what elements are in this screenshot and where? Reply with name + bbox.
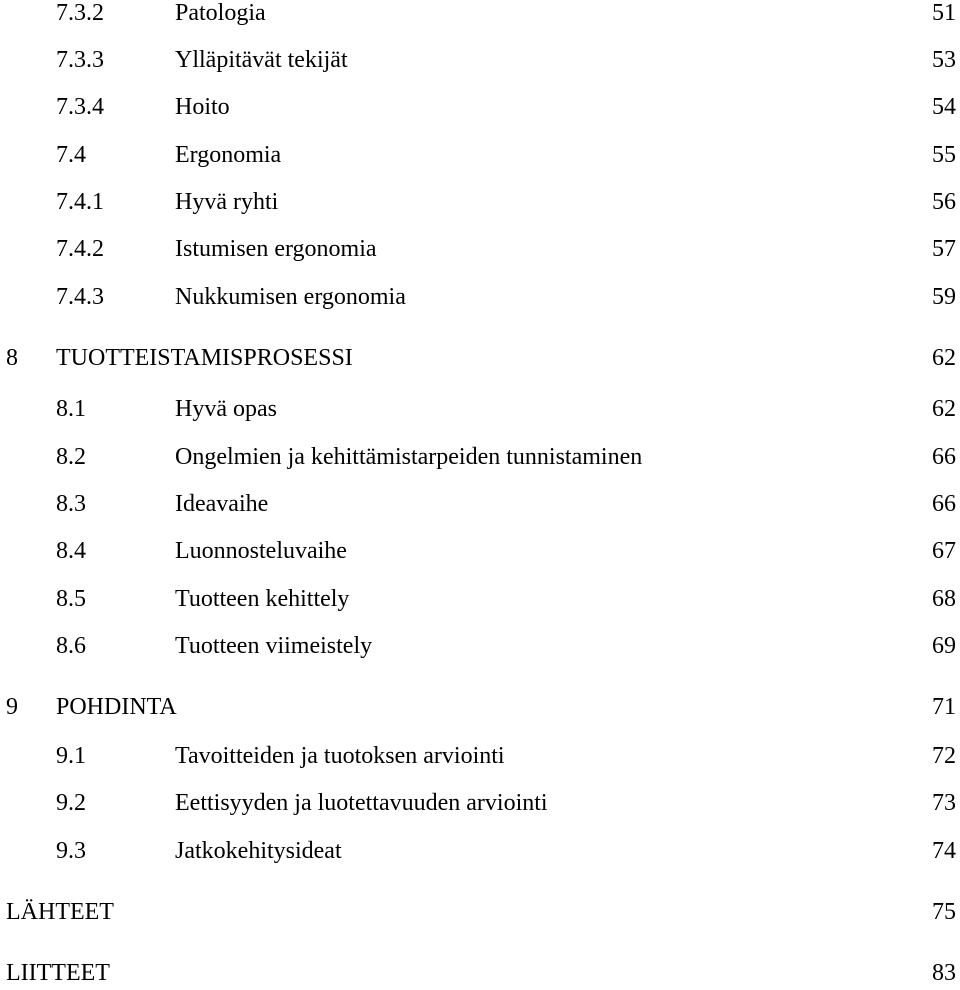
toc-entry[interactable]: [0, 582, 960, 616]
toc-entry-title: Patologia: [175, 0, 266, 26]
toc-entry-title: Luonnosteluvaihe: [175, 538, 347, 564]
toc-entry[interactable]: [0, 90, 960, 124]
toc-entry-number: 7.3.2: [56, 0, 104, 26]
toc-chapter-entry[interactable]: [0, 956, 960, 990]
toc-entry-title: Ergonomia: [175, 142, 282, 168]
toc-entry-number: 8.1: [56, 396, 86, 422]
toc-entry-title: LIITTEET: [6, 960, 110, 986]
toc-entry-number: 9.1: [56, 743, 86, 769]
toc-chapter-entry[interactable]: [0, 341, 960, 375]
toc-entry-page: 54: [932, 94, 956, 120]
toc-entry[interactable]: [0, 629, 960, 663]
toc-entry-page: 71: [932, 694, 956, 720]
toc-entry[interactable]: [0, 534, 960, 568]
toc-entry-page: 66: [932, 444, 956, 470]
toc-entry-number: 7.4.2: [56, 236, 104, 262]
toc-entry[interactable]: [0, 232, 960, 266]
toc-entry-number: 8.3: [56, 491, 86, 517]
toc-entry[interactable]: [0, 0, 960, 30]
toc-entry-page: 55: [932, 142, 956, 168]
toc-entry-number: 7.3.3: [56, 47, 104, 73]
toc-entry[interactable]: [0, 487, 960, 521]
toc-chapter-entry[interactable]: [0, 690, 960, 724]
toc-entry-title: Eettisyyden ja luotettavuuden arviointi: [175, 790, 548, 816]
toc-entry[interactable]: [0, 392, 960, 426]
toc-entry-page: 57: [932, 236, 956, 262]
toc-entry[interactable]: [0, 786, 960, 820]
toc-entry-title: LÄHTEET: [6, 899, 114, 925]
toc-entry[interactable]: [0, 138, 960, 172]
toc-entry-title: Istumisen ergonomia: [175, 236, 377, 262]
toc-entry-page: 72: [932, 743, 956, 769]
toc-entry-number: 7.3.4: [56, 94, 104, 120]
toc-entry-page: 75: [932, 899, 956, 925]
toc-entry-page: 59: [932, 284, 956, 310]
toc-entry-number: 8: [6, 345, 18, 371]
toc-entry-page: 51: [932, 0, 956, 26]
toc-entry-page: 69: [932, 633, 956, 659]
toc-entry[interactable]: [0, 739, 960, 773]
toc-entry-page: 74: [932, 838, 956, 864]
toc-entry-title: Jatkokehitysideat: [175, 838, 342, 864]
toc-entry-number: 7.4.3: [56, 284, 104, 310]
toc-entry-number: 8.5: [56, 586, 86, 612]
toc-entry-title: Tavoitteiden ja tuotoksen arviointi: [175, 743, 505, 769]
toc-entry-title: Hyvä ryhti: [175, 189, 279, 215]
toc-entry[interactable]: [0, 834, 960, 868]
toc-entry-page: 62: [932, 345, 956, 371]
toc-entry-page: 62: [932, 396, 956, 422]
toc-entry-number: 8.2: [56, 444, 86, 470]
toc-entry-number: 8.6: [56, 633, 86, 659]
toc-entry-page: 53: [932, 47, 956, 73]
toc-entry-title: Hyvä opas: [175, 396, 277, 422]
toc-entry-page: 56: [932, 189, 956, 215]
toc-entry-page: 66: [932, 491, 956, 517]
toc-entry-number: 9.2: [56, 790, 86, 816]
toc-entry-number: 8.4: [56, 538, 86, 564]
toc-entry-title: TUOTTEISTAMISPROSESSI: [56, 345, 353, 371]
toc-entry-number: 9.3: [56, 838, 86, 864]
toc-entry[interactable]: [0, 440, 960, 474]
toc-entry-title: Tuotteen kehittely: [175, 586, 350, 612]
toc-entry-title: Ylläpitävät tekijät: [175, 47, 348, 73]
toc-entry-title: POHDINTA: [56, 694, 177, 720]
toc-chapter-entry[interactable]: [0, 895, 960, 929]
toc-entry-page: 68: [932, 586, 956, 612]
toc-entry[interactable]: [0, 280, 960, 314]
toc-entry-number: 7.4: [56, 142, 86, 168]
toc-entry-number: 7.4.1: [56, 189, 104, 215]
toc-entry[interactable]: [0, 43, 960, 77]
toc-entry-page: 73: [932, 790, 956, 816]
toc-entry-page: 67: [932, 538, 956, 564]
toc-entry-title: Nukkumisen ergonomia: [175, 284, 406, 310]
toc-entry-page: 83: [932, 960, 956, 986]
toc-entry[interactable]: [0, 185, 960, 219]
toc-entry-number: 9: [6, 694, 18, 720]
toc-entry-title: Ongelmien ja kehittämistarpeiden tunnistaminen: [175, 444, 643, 470]
toc-entry-title: Hoito: [175, 94, 230, 120]
toc-entry-title: Tuotteen viimeistely: [175, 633, 373, 659]
toc-entry-title: Ideavaihe: [175, 491, 269, 517]
